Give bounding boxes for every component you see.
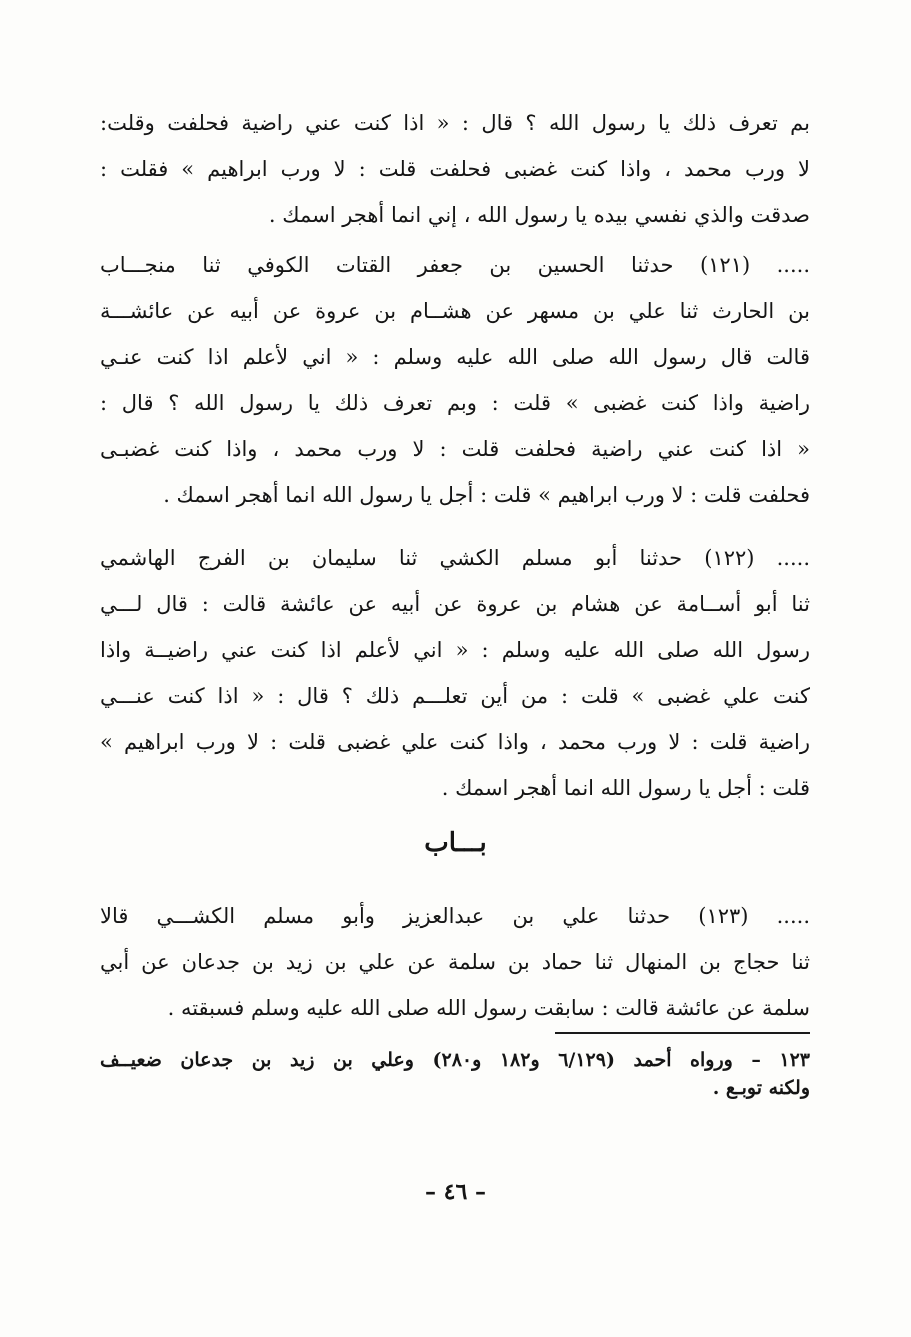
footnote-divider bbox=[555, 1032, 810, 1034]
footnote-line: ١٢٣ – ورواه أحمد (٦/١٢٩ و١٨٢ و٢٨٠) وعلي بن زيد بن جدعان ضعيــف bbox=[100, 1049, 810, 1071]
text-line: لا ورب محمد ، واذا كنت غضبى فحلفت قلت : لا ورب ابراهيم » فقلت : bbox=[100, 157, 810, 181]
hadith-122 bbox=[100, 535, 810, 811]
text-line: قالت قال رسول الله صلى الله عليه وسلم : « اني لأعلم اذا كنت عنـي bbox=[100, 345, 810, 369]
text-line: صدقت والذي نفسي بيده يا رسول الله ، إني انما أهجر اسمك . bbox=[268, 203, 810, 227]
text-line: ثنا حجاج بن المنهال ثنا حماد بن سلمة عن علي بن زيد بن جدعان عن أبي bbox=[100, 950, 810, 974]
footnote-line: ولكنه توبـع . bbox=[712, 1077, 810, 1099]
text-line: ..... (١٢٢) حدثنا أبو مسلم الكشي ثنا سليمان بن الفرج الهاشمي bbox=[100, 546, 810, 570]
text-line: قلت : أجل يا رسول الله انما أهجر اسمك . bbox=[441, 776, 810, 800]
page-number: – ٤٦ – bbox=[425, 1179, 486, 1205]
section-heading: بـــاب bbox=[424, 828, 487, 858]
text-line: سلمة عن عائشة قالت : سابقت رسول الله صلى الله عليه وسلم فسبقته . bbox=[167, 996, 810, 1020]
text-line: بن الحارث ثنا علي بن مسهر عن هشــام بن عروة عن أبيه عن عائشـــة bbox=[100, 299, 810, 323]
text-line: رسول الله صلى الله عليه وسلم : « اني لأعلم اذا كنت عني راضيــة واذا bbox=[100, 638, 810, 662]
text-line: بم تعرف ذلك يا رسول الله ؟ قال : « اذا كنت عني راضية فحلفت وقلت: bbox=[100, 111, 810, 135]
text-line: راضية واذا كنت غضبى » قلت : وبم تعرف ذلك يا رسول الله ؟ قال : bbox=[100, 391, 810, 415]
text-line: ..... (١٢٣) حدثنا علي بن عبدالعزيز وأبو مسلم الكشـــي قالا bbox=[100, 904, 810, 928]
text-line: ..... (١٢١) حدثنا الحسين بن جعفر القتات الكوفي ثنا منجـــاب bbox=[100, 253, 810, 277]
hadith-121 bbox=[100, 242, 810, 518]
paragraph-continuation bbox=[100, 100, 810, 238]
text-line: كنت علي غضبى » قلت : من أين تعلـــم ذلك ؟ قال : « اذا كنت عنـــي bbox=[100, 684, 810, 708]
footnote bbox=[100, 1046, 810, 1102]
text-line: فحلفت قلت : لا ورب ابراهيم » قلت : أجل يا رسول الله انما أهجر اسمك . bbox=[163, 483, 810, 507]
hadith-123 bbox=[100, 893, 810, 1031]
text-line: « اذا كنت عني راضية فحلفت قلت : لا ورب محمد ، واذا كنت غضبـى bbox=[100, 437, 810, 461]
text-line: ثنا أبو أســامة عن هشام بن عروة عن أبيه عن عائشة قالت : قال لـــي bbox=[100, 592, 810, 616]
text-line: راضية قلت : لا ورب محمد ، واذا كنت علي غضبى قلت : لا ورب ابراهيم » bbox=[100, 730, 810, 754]
